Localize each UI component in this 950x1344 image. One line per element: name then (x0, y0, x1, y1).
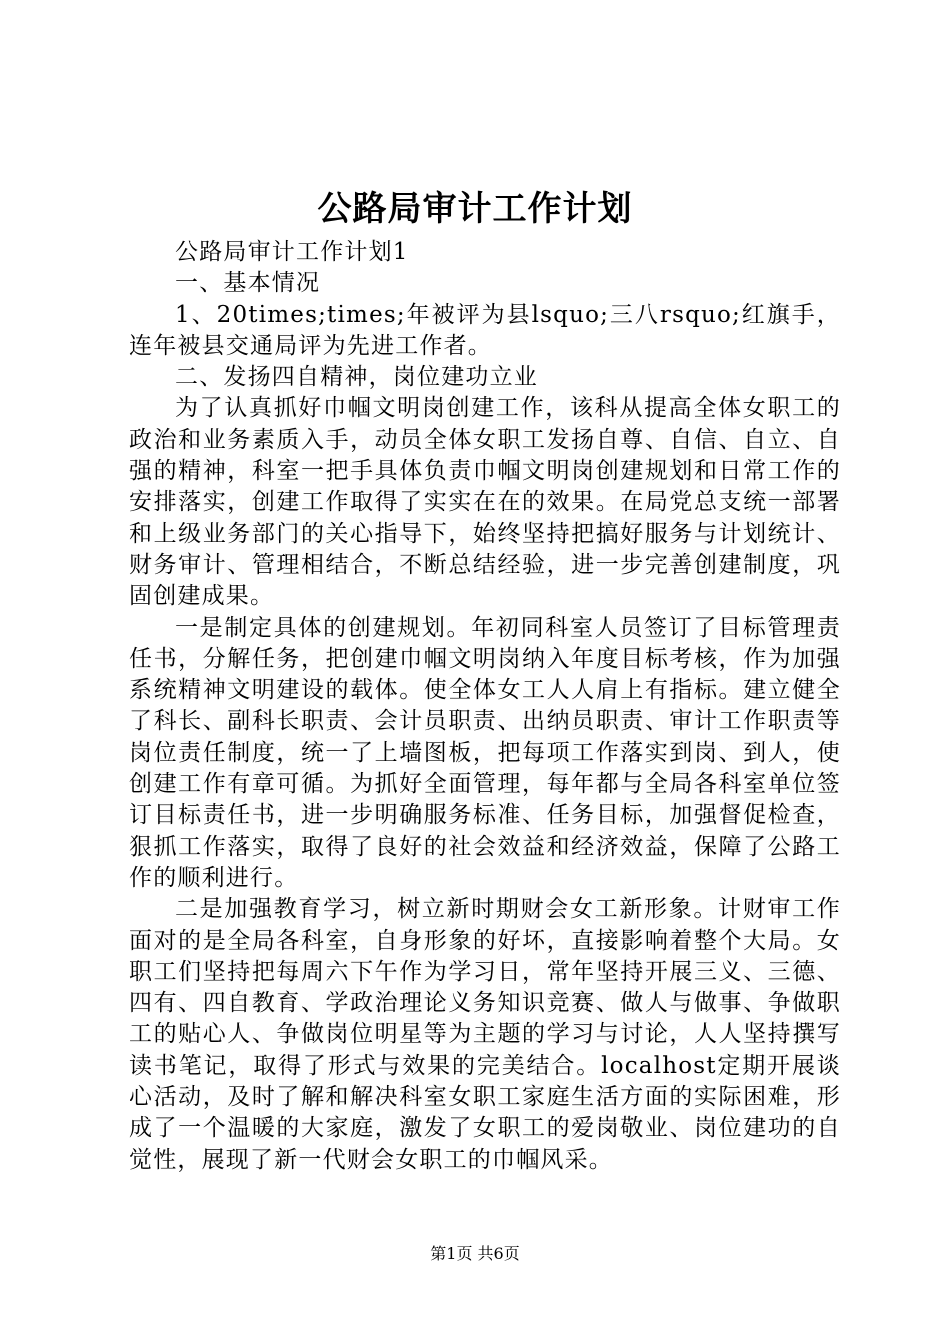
document-body (129, 237, 841, 1176)
document-title: 公路局审计工作计划 (317, 189, 633, 229)
paragraph-plan: 一是制定具体的创建规划。年初同科室人员签订了目标管理责任书，分解任务，把创建巾帼文明岗纳入年度目标考核，作为加强系统精神文明建设的载体。使全体女工人人肩上有指标。建立健全了科长、副科长职责、会计员职责、出纳员职责、审计工作职责等岗位责任制度，统一了上墙图板，把每项工作落实到岗、到人，使创建工作有章可循。为抓好全面管理，每年都与全局各科室单位签订目标责任书，进一步明确服务标准、任务目标，加强督促检查，狠抓工作落实，取得了良好的社会效益和经济效益，保障了公路工作的顺利进行。 (129, 614, 841, 891)
paragraph-award: 1、20times;times;年被评为县lsquo;三八rsquo;红旗手，连年被县交通局评为先进工作者。 (129, 301, 841, 359)
paragraph-education: 二是加强教育学习，树立新时期财会女工新形象。计财审工作面对的是全局各科室，自身形象的好坏，直接影响着整个大局。女职工们坚持把每周六下午作为学习日，常年坚持开展三义、三德、四有、四自教育、学政治理论义务知识竞赛、做人与做事、争做职工的贴心人、争做岗位明星等为主题的学习与讨论，人人坚持撰写读书笔记，取得了形式与效果的完美结合。localhost定期开展谈心活动，及时了解和解决科室女职工家庭生活方面的实际困难，形成了一个温暖的大家庭，激发了女职工的爱岗敬业、岗位建功的自觉性，展现了新一代财会女职工的巾帼风采。 (129, 896, 841, 1173)
paragraph-heading-spirit: 二、发扬四自精神，岗位建功立业 (175, 364, 538, 391)
paragraph-subtitle: 公路局审计工作计划1 (175, 239, 409, 265)
paragraph-heading-basic: 一、基本情况 (175, 270, 321, 297)
page-number-footer: 第1页 共6页 (430, 1244, 520, 1263)
paragraph-overview: 为了认真抓好巾帼文明岗创建工作，该科从提高全体女职工的政治和业务素质入手，动员全体女职工发扬自尊、自信、自立、自强的精神，科室一把手具体负责巾帼文明岗创建规划和日常工作的安排落实，创建工作取得了实实在在的效果。在局党总支统一部署和上级业务部门的关心指导下，始终坚持把搞好服务与计划统计、财务审计、管理相结合，不断总结经验，进一步完善创建制度，巩固创建成果。 (129, 395, 841, 610)
